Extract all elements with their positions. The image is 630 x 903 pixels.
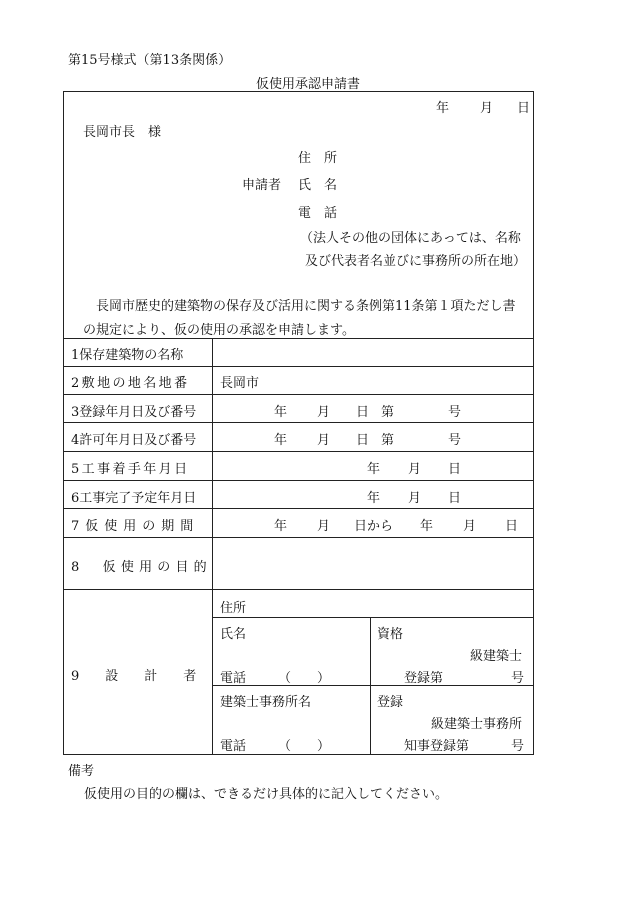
row-6-year: 年: [367, 491, 381, 506]
row-5-month: 月: [408, 462, 422, 477]
designer-address-label: 住所: [220, 601, 247, 616]
form-number: 第15号様式（第13条関係）: [68, 53, 232, 68]
row-1-label: 1保存建築物の名称: [71, 348, 184, 363]
row-4-go: 号: [448, 433, 462, 448]
row-4-month: 月: [317, 433, 331, 448]
row-7-day-from: 日から: [354, 519, 394, 534]
designer-phone-paren: （ ）: [278, 671, 331, 686]
remarks-heading: 備考: [68, 764, 95, 779]
body-line2: の規定により、仮の使用の承認を申請します。: [83, 323, 355, 338]
architect-reg-label: 登録第: [404, 671, 444, 686]
row-3-month: 月: [317, 405, 331, 420]
row-9-label: 9設計者: [71, 669, 223, 684]
row-7-year-end: 年: [420, 519, 434, 534]
row-5-day: 日: [448, 462, 462, 477]
row-5-year: 年: [367, 462, 381, 477]
row-3-go: 号: [448, 405, 462, 420]
designer-phone-label: 電話: [220, 671, 247, 686]
applicant-note-line1: （法人その他の団体にあっては、名称: [300, 231, 521, 246]
office-phone-label: 電話: [220, 739, 247, 754]
addressee: 長岡市長 様: [83, 125, 162, 140]
governor-reg-label: 知事登録第: [404, 739, 470, 754]
row-6-label: 6工事完了予定年月日: [71, 491, 197, 506]
governor-reg-go: 号: [511, 739, 525, 754]
designer-name-label: 氏名: [220, 627, 247, 642]
body-line1: 長岡市歴史的建築物の保存及び活用に関する条例第11条第１項ただし書: [96, 299, 516, 314]
applicant-note-line2: 及び代表者名並びに事務所の所在地）: [305, 254, 527, 269]
office-class-label: 級建築士事務所: [431, 717, 523, 732]
office-registration-label: 登録: [377, 695, 404, 710]
row-3-label: 3登録年月日及び番号: [71, 405, 197, 420]
row-7-label: 7仮使用の期間: [71, 519, 200, 534]
row-4-year: 年: [274, 433, 288, 448]
applicant-phone-label: 電 話: [298, 206, 338, 221]
row-4-day: 日: [356, 433, 370, 448]
page-title: 仮使用承認申請書: [256, 77, 361, 92]
row-3-day: 日: [356, 405, 370, 420]
row-7-month-start: 月: [317, 519, 331, 534]
row-4-label: 4許可年月日及び番号: [71, 433, 197, 448]
architect-reg-go: 号: [511, 671, 525, 686]
row-7-year-start: 年: [274, 519, 288, 534]
qualification-label: 資格: [377, 627, 404, 642]
row-7-day-end: 日: [505, 519, 519, 534]
row-8-label: 8 仮使用の目的: [71, 560, 212, 575]
date-month-label: 月: [480, 101, 494, 116]
row-6-month: 月: [408, 491, 422, 506]
office-name-label: 建築士事務所名: [220, 695, 312, 710]
row-5-label: 5工事着手年月日: [71, 462, 190, 477]
applicant-address-label: 住 所: [298, 151, 338, 166]
row-4-dai: 第: [381, 433, 395, 448]
remarks-text: 仮使用の目的の欄は、できるだけ具体的に記入してください。: [84, 787, 449, 802]
row-2-label: 2敷地の地名地番: [71, 376, 190, 391]
row-6-day: 日: [448, 491, 462, 506]
row-3-year: 年: [274, 405, 288, 420]
applicant-label: 申請者: [242, 178, 282, 193]
architect-class-label: 級建築士: [470, 649, 523, 664]
date-year-label: 年: [436, 101, 450, 116]
row-3-dai: 第: [381, 405, 395, 420]
row-2-value: 長岡市: [220, 376, 260, 391]
row-7-month-end: 月: [463, 519, 477, 534]
applicant-name-label: 氏 名: [298, 178, 338, 193]
office-phone-paren: （ ）: [278, 739, 331, 754]
application-form: [63, 91, 534, 755]
date-day-label: 日: [517, 101, 531, 116]
